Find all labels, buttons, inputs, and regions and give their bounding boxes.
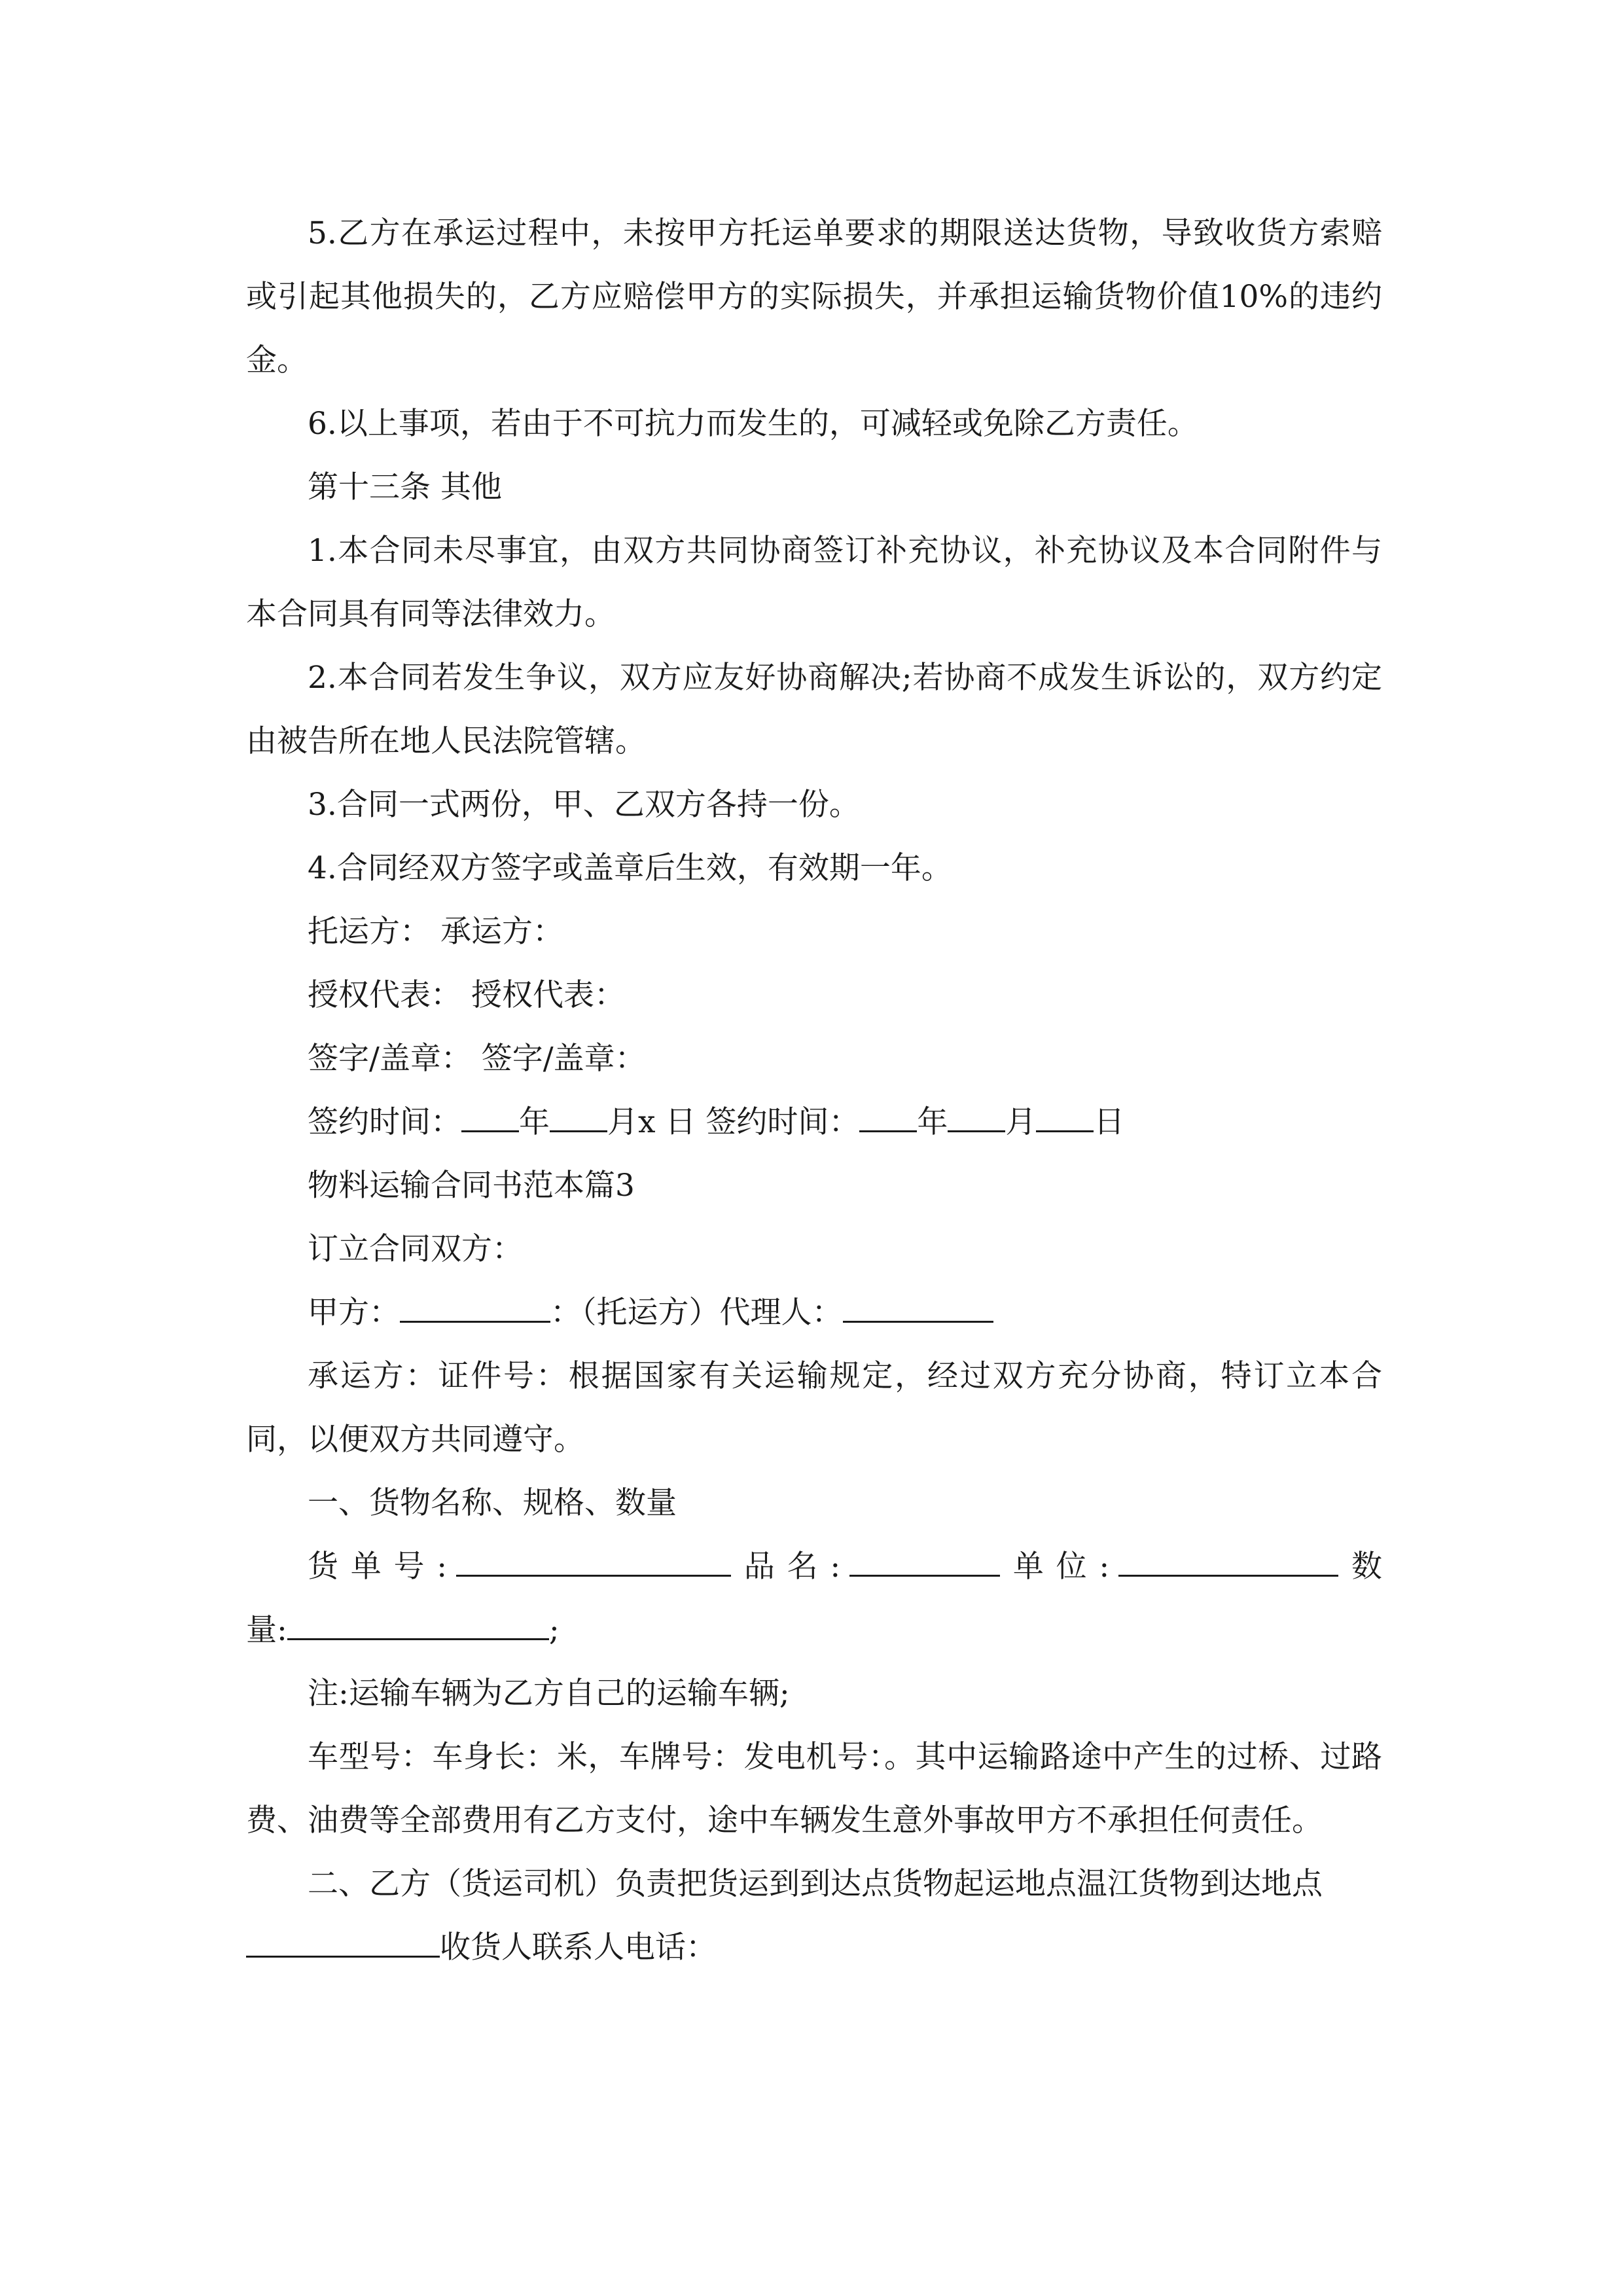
month-label-2: 月 bbox=[1005, 1104, 1037, 1140]
goods-fields-end: ; bbox=[548, 1612, 560, 1648]
month-blank-2 bbox=[948, 1102, 1005, 1132]
quantity-label: 数量: bbox=[246, 1549, 1382, 1648]
carrier-paragraph: 承运方：证件号：根据国家有关运输规定，经过双方充分协商，特订立本合同，以便双方共同遵守。 bbox=[246, 1358, 1382, 1458]
contact-label: 收货人联系人电话： bbox=[440, 1929, 717, 1965]
month-label-1: 月 bbox=[607, 1104, 638, 1140]
section-title: 物料运输合同书范本篇3 bbox=[308, 1168, 635, 1204]
destination-blank bbox=[246, 1927, 440, 1958]
signature-parties: 托运方： 承运方： bbox=[308, 914, 563, 950]
signature-seals: 签字/盖章： 签字/盖章： bbox=[308, 1041, 646, 1077]
article-13-item-4: 4.合同经双方签字或盖章后生效，有效期一年。 bbox=[308, 850, 952, 886]
article-13-item-3: 3.合同一式两份，甲、乙双方各持一份。 bbox=[308, 787, 860, 823]
sign-date-label-2: 签约时间： bbox=[705, 1104, 860, 1140]
year-label-2: 年 bbox=[917, 1104, 948, 1140]
vehicle-note: 注:运输车辆为乙方自己的运输车辆; bbox=[308, 1676, 790, 1712]
day-label-2: 日 bbox=[1094, 1104, 1125, 1140]
driver-paragraph: 二、乙方（货运司机）负责把货运到到达点货物起运地点温江货物到达地点 bbox=[308, 1866, 1323, 1902]
contact-line bbox=[246, 1916, 1382, 1979]
signature-representatives: 授权代表： 授权代表： bbox=[308, 977, 625, 1013]
day-blank-2 bbox=[1036, 1102, 1094, 1132]
waybill-label: 货单号: bbox=[308, 1549, 457, 1585]
quantity-blank bbox=[287, 1609, 549, 1640]
product-name-label: 品名: bbox=[743, 1549, 850, 1585]
goods-fields bbox=[246, 1535, 1382, 1662]
party-a-line bbox=[246, 1281, 1382, 1344]
unit-blank bbox=[1118, 1546, 1338, 1577]
party-a-label: 甲方： bbox=[308, 1295, 400, 1331]
parties-intro: 订立合同双方： bbox=[308, 1231, 523, 1267]
waybill-blank bbox=[456, 1546, 731, 1577]
party-a-agent-label: （托运方）代理人： bbox=[581, 1295, 843, 1331]
party-a-blank bbox=[400, 1292, 550, 1323]
article-13-heading: 第十三条 其他 bbox=[308, 469, 502, 505]
article-13-item-1: 1.本合同未尽事宜，由双方共同协商签订补充协议，补充协议及本合同附件与本合同具有同等法律效力。 bbox=[246, 533, 1382, 632]
vehicle-paragraph: 车型号：车身长：米，车牌号：发电机号：。其中运输路途中产生的过桥、过路费、油费等全部费用有乙方支付，途中车辆发生意外事故甲方不承担任何责任。 bbox=[246, 1739, 1382, 1839]
party-a-agent-blank bbox=[843, 1292, 993, 1323]
year-blank-2 bbox=[859, 1102, 917, 1132]
clause-5: 5.乙方在承运过程中，未按甲方托运单要求的期限送达货物，导致收货方索赔或引起其他损失的，乙方应赔偿甲方的实际损失，并承担运输货物价值10%的违约金。 bbox=[246, 215, 1382, 378]
product-name-blank bbox=[849, 1546, 1000, 1577]
unit-label: 单位: bbox=[1012, 1549, 1119, 1585]
clause-6: 6.以上事项，若由于不可抗力而发生的，可减轻或免除乙方责任。 bbox=[308, 406, 1198, 442]
party-a-colon: ： bbox=[550, 1295, 581, 1331]
year-label-1: 年 bbox=[519, 1104, 550, 1140]
document-body bbox=[246, 202, 1382, 1979]
month-blank-1 bbox=[550, 1102, 607, 1132]
article-13-item-2: 2.本合同若发生争议，双方应友好协商解决;若协商不成发生诉讼的，双方约定由被告所在地人民法院管辖。 bbox=[246, 660, 1382, 759]
year-blank-1 bbox=[461, 1102, 519, 1132]
day-label-1: x 日 bbox=[638, 1104, 696, 1140]
goods-heading: 一、货物名称、规格、数量 bbox=[308, 1485, 677, 1521]
sign-date-label-1: 签约时间： bbox=[308, 1104, 461, 1140]
signature-date-line bbox=[246, 1090, 1382, 1154]
